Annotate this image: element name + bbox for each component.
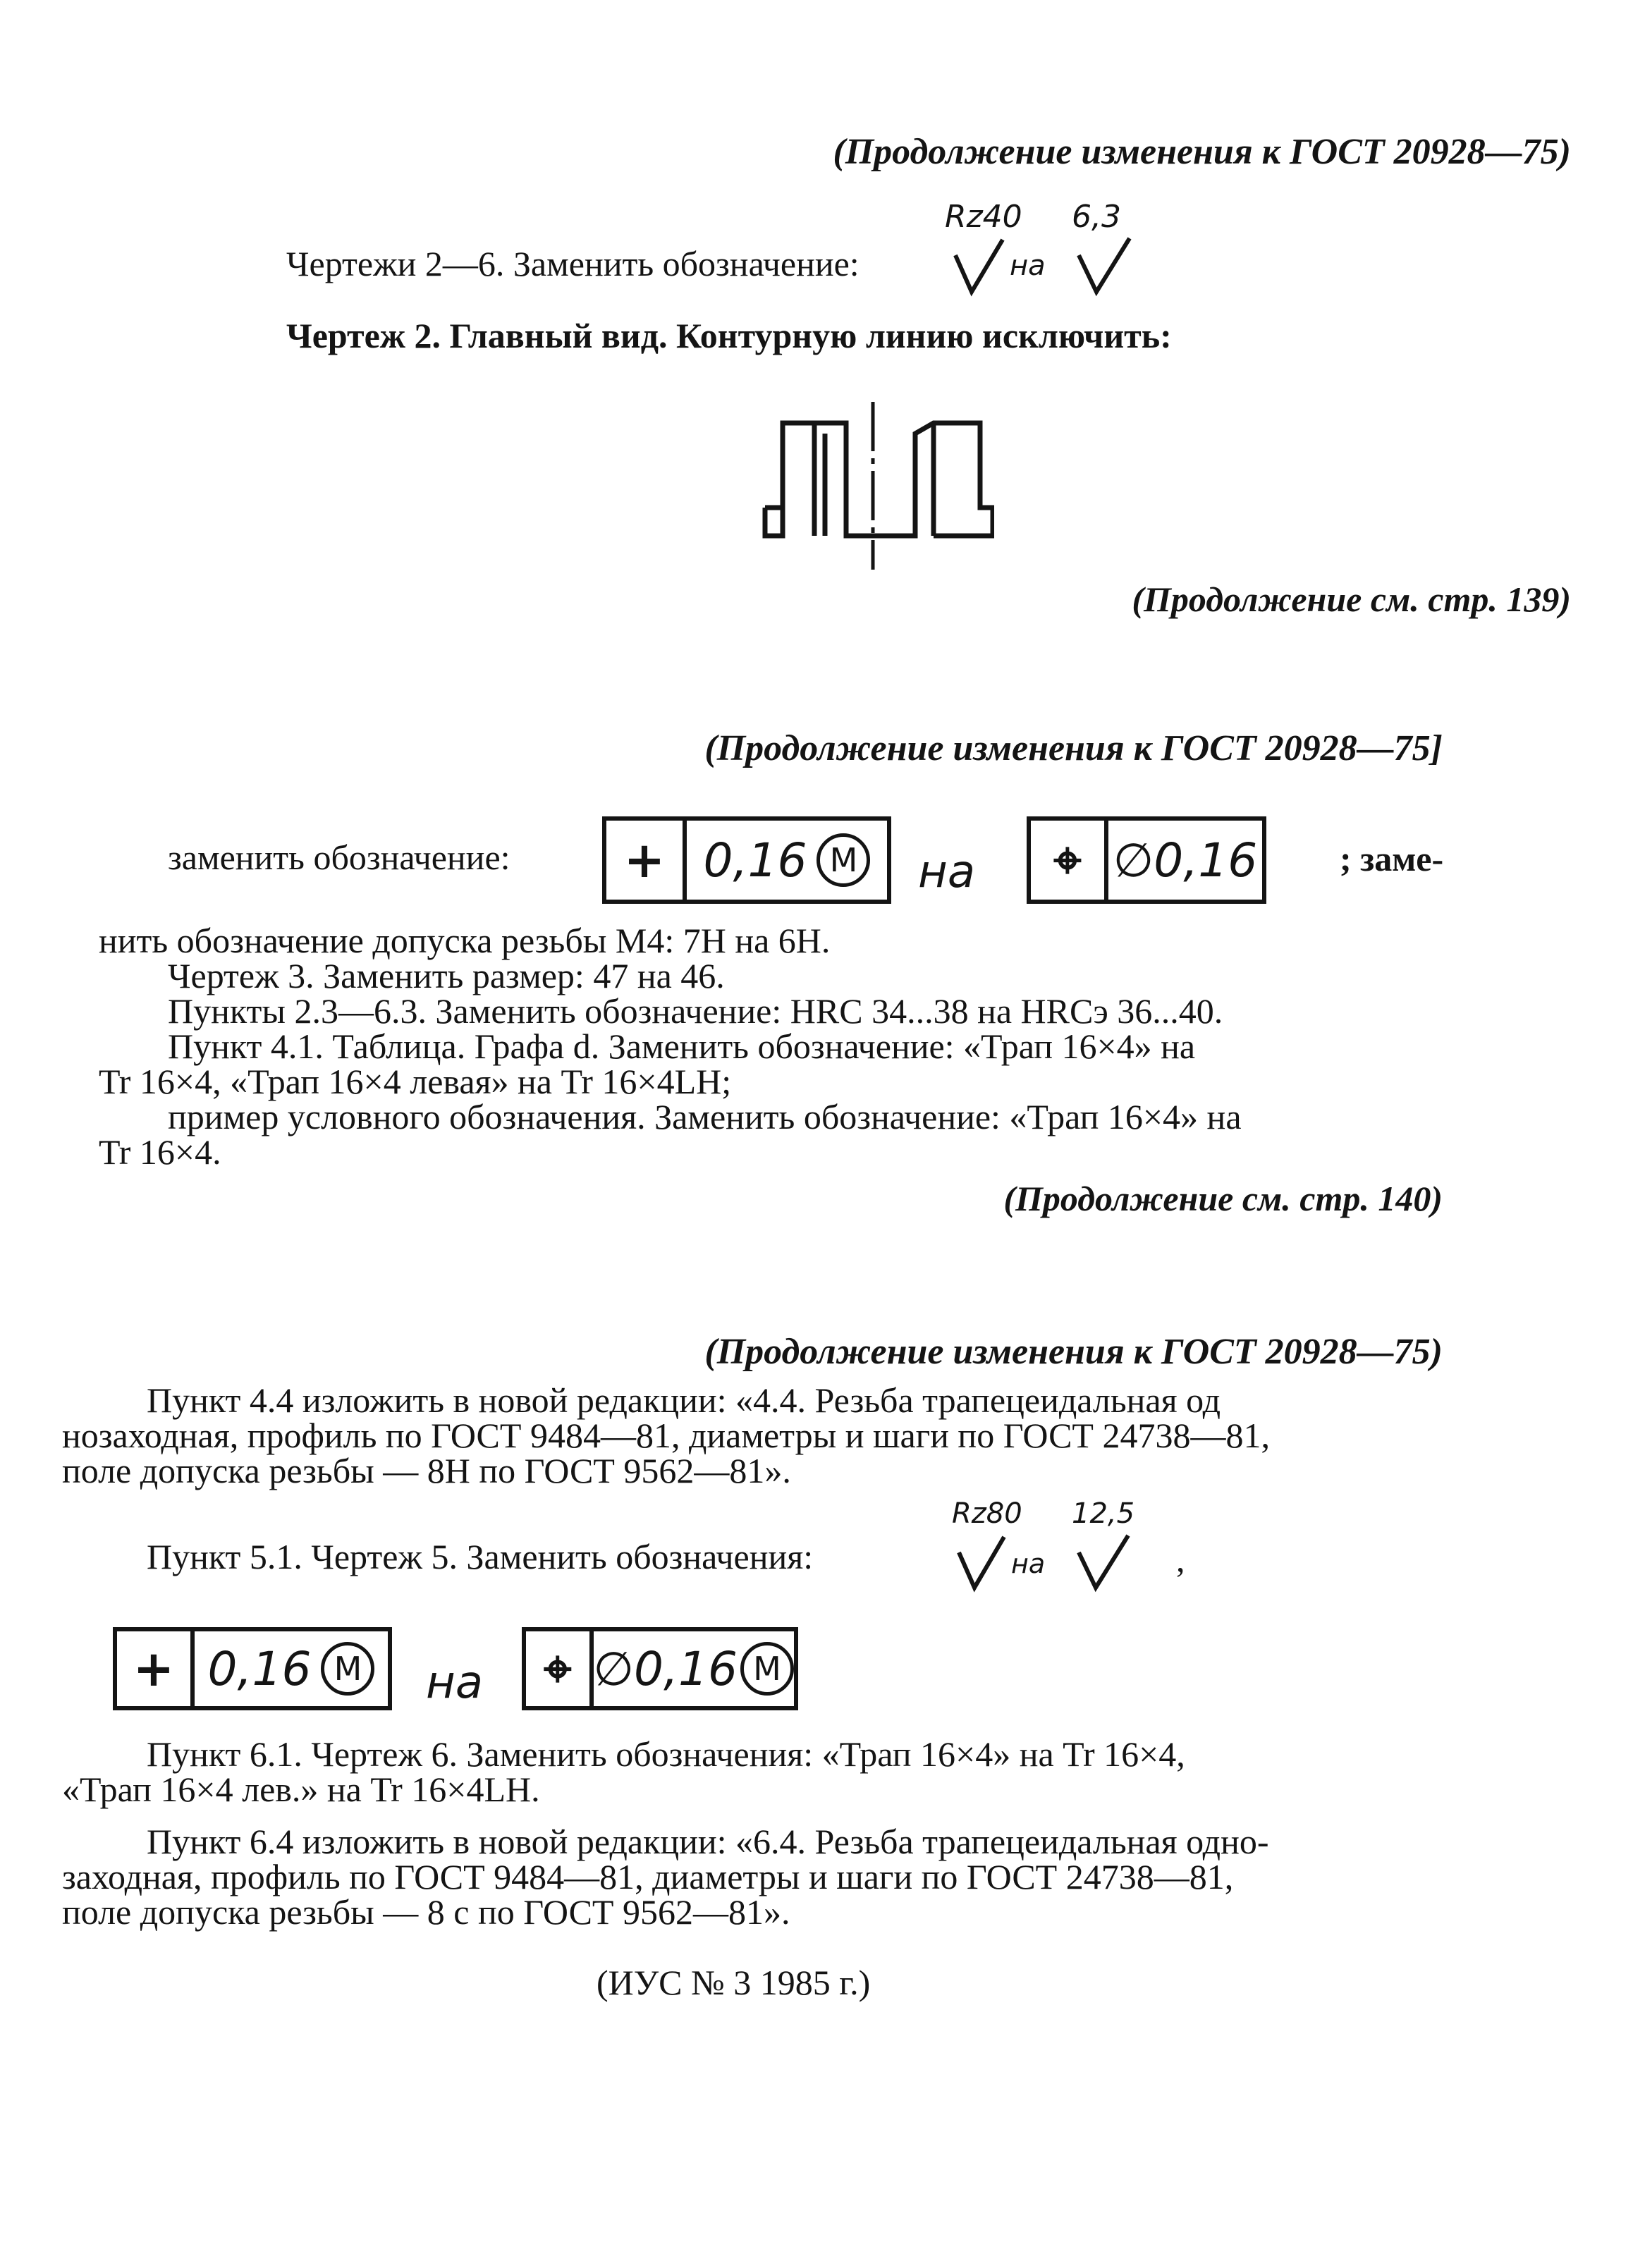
tolerance-frame-from [113,1627,392,1710]
section2-line: нить обозначение допуска резьбы М4: 7Н на 6Н. [99,921,831,960]
roughness-replacement-2 [952,1497,1156,1596]
modifier-m-icon: M [816,833,870,887]
replace-label: заменить обозначение: [168,838,510,877]
tolerance-value: 0,16 [207,1641,312,1696]
tolerance-frame-to [1027,816,1266,904]
roughness-to-label: 6,3 [1072,199,1121,235]
tolerance-value: ∅0,16 [593,1641,738,1696]
roughness-from-label: Rz40 [945,199,1022,235]
roughness-na: на [1011,1548,1046,1579]
tolerance-frame-to [522,1627,798,1710]
section3-p1-line: поле допуска резьбы — 8Н по ГОСТ 9562—81». [62,1451,791,1490]
tolerance-frame-from [602,816,891,904]
modifier-m-icon: M [740,1642,794,1696]
modifier-m-icon: M [321,1642,374,1696]
section2-footer: (Продолжение см. стр. 140) [1003,1179,1443,1218]
tolerance-value: ∅0,16 [1113,833,1258,888]
section2-line: Пункты 2.3—6.3. Заменить обозначение: HRC 34...38 на HRCэ 36...40. [168,991,1223,1031]
section2-line: Tr 16×4. [99,1132,221,1172]
roughness-from-label: Rz80 [952,1497,1022,1530]
tolerance-value: 0,16 [703,833,807,888]
section1-header: (Продолжение изменения к ГОСТ 20928—75) [833,132,1571,172]
section1-line1: Чертежи 2—6. Заменить обозначение: [286,244,860,283]
section2-line: Чертеж 3. Заменить размер: 47 на 46. [168,956,725,995]
position-plus-icon: + [623,831,666,889]
section2-line: Tr 16×4, «Трап 16×4 левая» на Tr 16×4LH; [99,1062,732,1101]
roughness-replacement-1 [945,199,1142,298]
section2-line: Пункт 4.1. Таблица. Графа d. Заменить обозначение: «Трап 16×4» на [168,1026,1196,1066]
section3-p4-line: заходная, профиль по ГОСТ 9484—81, диаметры и шаги по ГОСТ 24738—81, [62,1857,1234,1896]
roughness-to-label: 12,5 [1072,1497,1135,1530]
section1-line2: Чертеж 2. Главный вид. Контурную линию исключить: [286,316,1172,355]
section2-line: пример условного обозначения. Заменить обозначение: «Трап 16×4» на [168,1097,1242,1136]
section3-p4-line: поле допуска резьбы — 8 с по ГОСТ 9562—81». [62,1892,790,1932]
section3-header: (Продолжение изменения к ГОСТ 20928—75) [704,1332,1443,1372]
position-target-icon: ⌖ [544,1639,572,1698]
roughness-na: на [1010,250,1046,282]
section3-p1-line: нозаходная, профиль по ГОСТ 9484—81, диаметры и шаги по ГОСТ 24738—81, [62,1416,1270,1455]
contour-drawing [754,402,994,571]
frame-na: на [426,1657,484,1709]
roughness-check-icon [952,1531,1156,1595]
section3-p1-line: Пункт 4.4 изложить в новой редакции: «4.4. Резьба трапецеидальная од [147,1380,1221,1420]
source-reference: (ИУС № 3 1985 г.) [597,1963,871,2002]
section2-header: (Продолжение изменения к ГОСТ 20928—75] [704,728,1443,768]
section3-p2-text: Пункт 5.1. Чертеж 5. Заменить обозначения: [147,1537,814,1576]
frame-na: на [918,846,976,898]
section1-footer: (Продолжение см. стр. 139) [1132,580,1571,619]
position-target-icon: ⌖ [1053,830,1082,889]
section3-p3-line: «Трап 16×4 лев.» на Tr 16×4LH. [62,1770,540,1809]
p2-comma: , [1176,1540,1185,1579]
position-plus-icon: + [133,1640,175,1698]
replace-continuation: ; заме- [1340,839,1444,878]
section3-p3-line: Пункт 6.1. Чертеж 6. Заменить обозначения: «Трап 16×4» на Tr 16×4, [147,1734,1185,1774]
section3-p4-line: Пункт 6.4 изложить в новой редакции: «6.4. Резьба трапецеидальная одно- [147,1822,1269,1861]
